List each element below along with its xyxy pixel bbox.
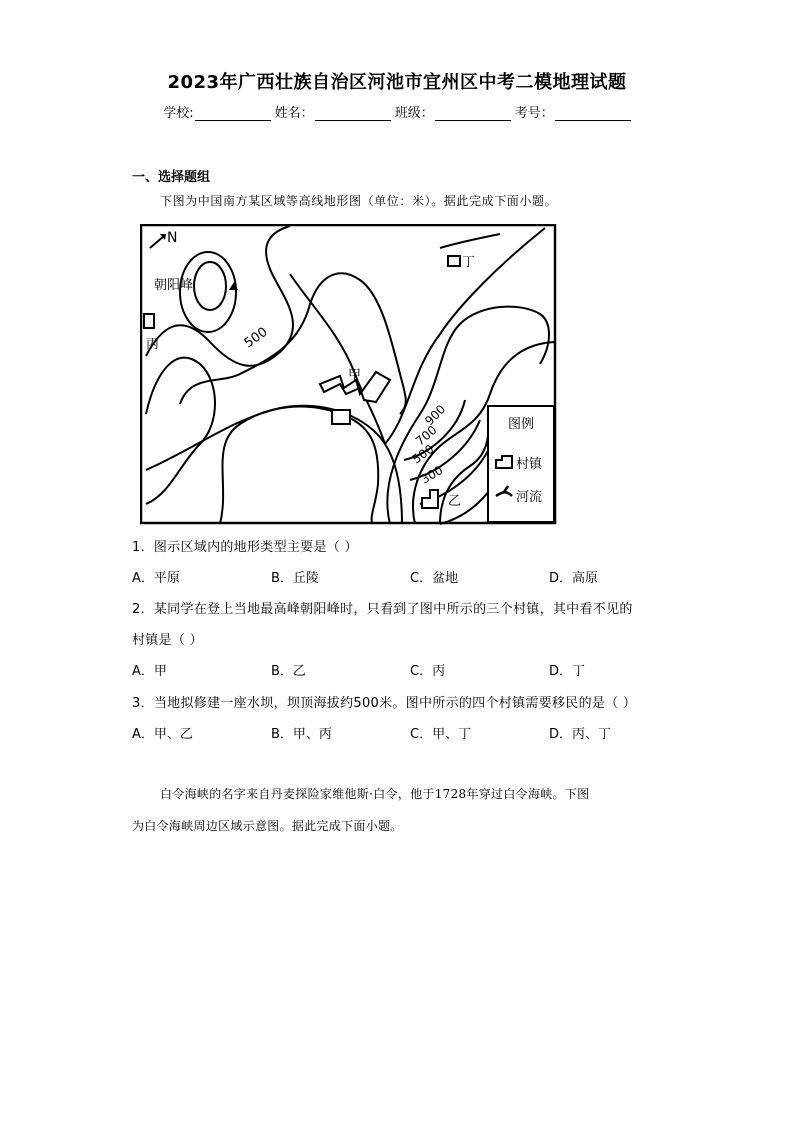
class-blank[interactable]	[435, 106, 511, 121]
q2-option-d[interactable]: D．丁	[549, 664, 586, 679]
village-ding-icon	[448, 256, 460, 266]
peak-label: 朝阳峰	[154, 278, 194, 293]
group2-intro-line1: 白令海峡的名字来自丹麦探险家维他斯·白令，他于1728年穿过白令海峡。下图	[160, 787, 590, 801]
contour-label-900: 900	[422, 402, 449, 429]
q1-option-c[interactable]: C．盆地	[410, 571, 459, 586]
name-field: 姓名：	[275, 102, 391, 121]
q3-option-c[interactable]: C．甲、丁	[410, 727, 472, 742]
question-2-cont: 村镇是（ ）	[132, 633, 203, 648]
village-square-icon	[332, 410, 350, 424]
school-blank[interactable]	[195, 106, 271, 121]
q2-option-a[interactable]: A．甲	[132, 664, 167, 679]
map-legend	[488, 406, 554, 522]
question-1: 1．图示区域内的地形类型主要是（ ）	[132, 540, 358, 555]
q3-option-b[interactable]: B．甲、丙	[271, 727, 332, 742]
exam-number-blank[interactable]	[555, 106, 631, 121]
village-yi-label: 乙	[448, 494, 462, 509]
question-1-options	[132, 567, 692, 586]
q1-option-b[interactable]: B．丘陵	[271, 571, 319, 586]
group1-intro: 下图为中国南方某区域等高线地形图（单位：米）。据此完成下面小题。	[160, 194, 558, 208]
q2-option-b[interactable]: B．乙	[271, 664, 306, 679]
village-ding-label: 丁	[462, 255, 476, 270]
svg-text:图例: 图例	[508, 417, 535, 432]
group2-intro-line2: 为白令海峡周边区域示意图。据此完成下面小题。	[132, 819, 403, 833]
question-3-options	[132, 723, 692, 742]
name-blank[interactable]	[315, 106, 391, 121]
q1-option-a[interactable]: A．平原	[132, 571, 180, 586]
svg-text:村镇: 村镇	[516, 457, 543, 472]
class-field: 班级：	[395, 102, 511, 121]
question-3: 3．当地拟修建一座水坝，坝顶海拔约500米。图中所示的四个村镇需要移民的是（ ）	[132, 696, 637, 711]
page-title: 2023年广西壮族自治区河池市宜州区中考二模地理试题	[167, 72, 627, 93]
q3-option-d[interactable]: D．丙、丁	[549, 727, 612, 742]
village-jia-label: 甲	[348, 368, 362, 383]
exam-number-field: 考号：	[515, 102, 631, 121]
contour-label-300: 300	[418, 463, 446, 487]
q2-option-c[interactable]: C．丙	[410, 664, 446, 679]
contour-map	[140, 224, 558, 526]
village-bing-label: 丙	[146, 337, 160, 352]
question-2-options	[132, 660, 692, 679]
contour-label-500-right: 500	[409, 441, 437, 467]
q3-option-a[interactable]: A．甲、乙	[132, 727, 193, 742]
contour-label-700: 700	[412, 422, 440, 449]
q1-option-d[interactable]: D．高原	[549, 571, 599, 586]
question-2: 2．某同学在登上当地最高峰朝阳峰时，只看到了图中所示的三个村镇，其中看不见的	[132, 602, 633, 617]
student-info-row	[0, 102, 794, 121]
svg-text:N: N	[167, 230, 178, 246]
village-bing-icon	[144, 314, 154, 328]
section-title: 一、选择题组	[132, 170, 211, 185]
school-field: 学校:	[163, 102, 270, 121]
svg-text:河流: 河流	[516, 490, 543, 505]
contour-label-500-left: 500	[241, 324, 271, 352]
